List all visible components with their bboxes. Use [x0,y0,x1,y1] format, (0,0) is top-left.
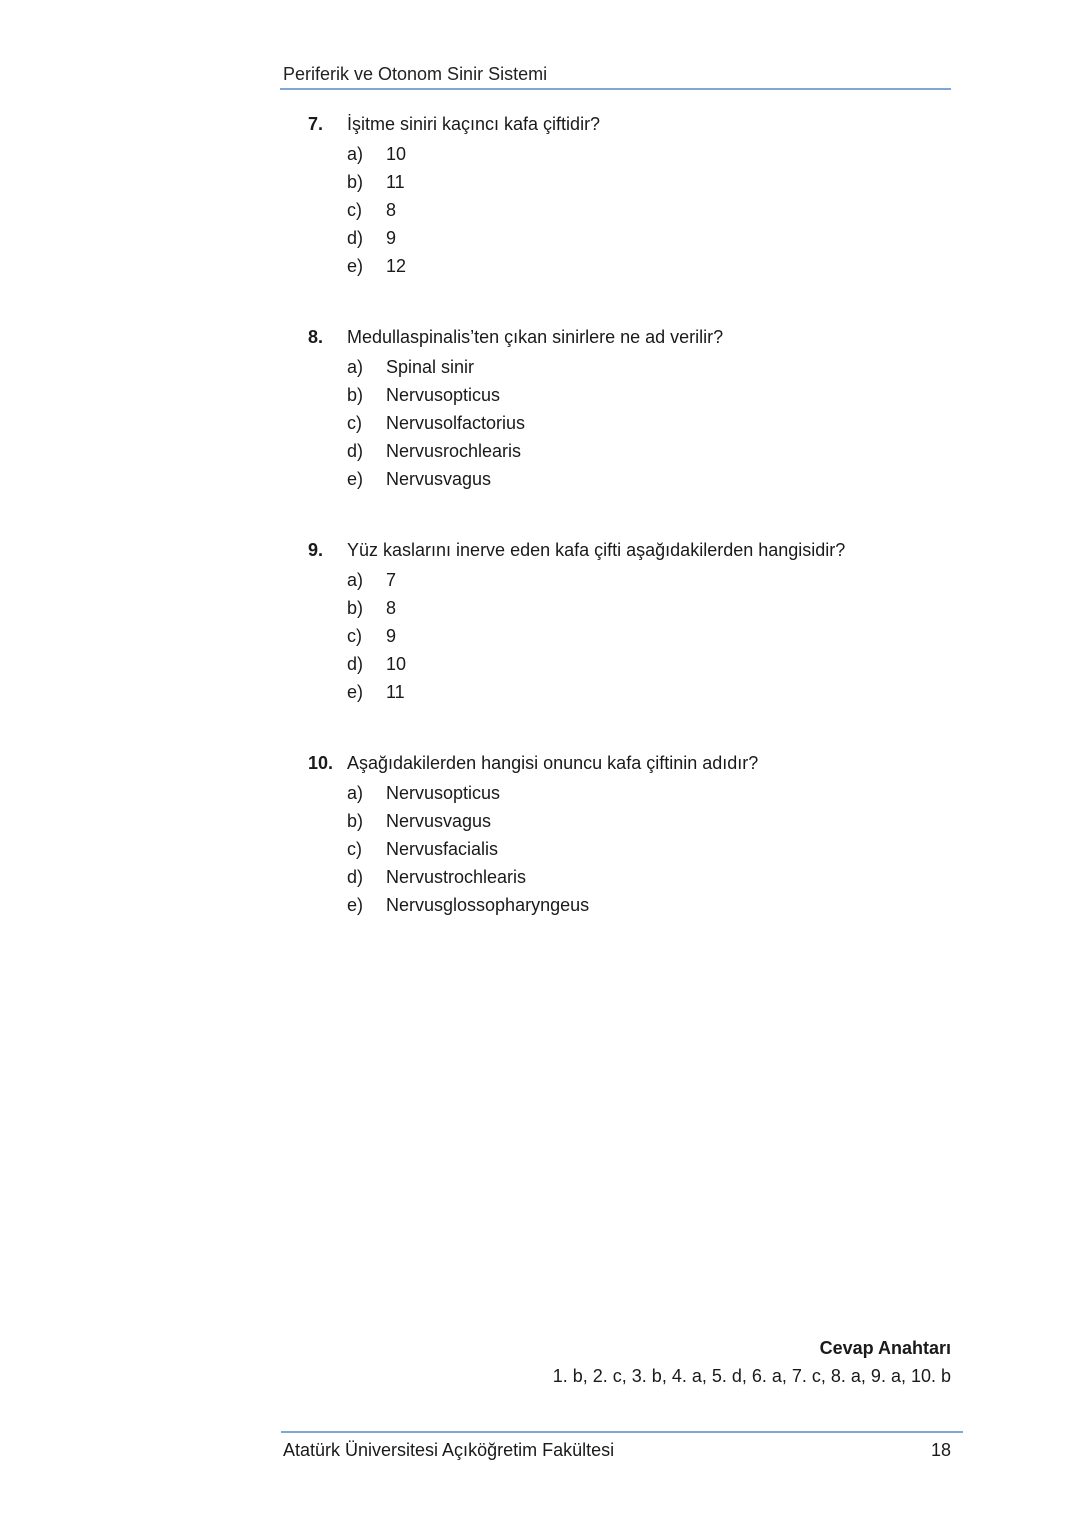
footer-institution: Atatürk Üniversitesi Açıköğretim Fakültesi [283,1440,615,1460]
option-a [347,779,948,807]
option-d [347,863,948,891]
footer-divider [281,1431,963,1433]
option-text: 10 [386,143,407,164]
question-text: İşitme siniri kaçıncı kafa çiftidir? [347,114,601,134]
option-e [347,678,948,706]
option-letter: e) [347,681,364,702]
option-letter: a) [347,356,364,377]
option-letter: e) [347,255,364,276]
option-letter: e) [347,468,364,489]
option-d [347,437,948,465]
option-c [347,196,948,224]
option-e [347,252,948,280]
option-letter: c) [347,412,362,433]
page-header-title: Periferik ve Otonom Sinir Sistemi [283,64,548,84]
option-b [347,594,948,622]
option-c [347,622,948,650]
option-text: 11 [386,171,405,192]
option-text: Nervustrochlearis [386,866,527,887]
option-text: 9 [386,227,397,248]
option-text: Spinal sinir [386,356,475,377]
question-number: 7. [308,114,324,134]
option-text: Nervusvagus [386,810,492,831]
question-9 [308,540,948,706]
option-a [347,566,948,594]
option-text: 9 [386,625,397,646]
option-letter: a) [347,143,364,164]
option-letter: c) [347,199,362,220]
answer-key-text: 1. b, 2. c, 3. b, 4. a, 5. d, 6. a, 7. c, 8. a, 9. a, 10. b [552,1366,951,1386]
option-text: Nervusrochlearis [386,440,522,461]
option-text: Nervusopticus [386,384,501,405]
option-text: Nervusglossopharyngeus [386,894,590,915]
option-letter: c) [347,838,362,859]
option-letter: a) [347,782,364,803]
question-10 [308,753,948,919]
option-text: 12 [386,255,407,276]
option-text: 7 [386,569,397,590]
option-letter: c) [347,625,362,646]
page-number: 18 [930,1440,951,1460]
option-letter: d) [347,440,364,461]
option-a [347,140,948,168]
option-letter: a) [347,569,364,590]
question-text: Medullaspinalis’ten çıkan sinirlere ne ad verilir? [347,327,724,347]
option-b [347,807,948,835]
question-7 [308,114,948,280]
option-c [347,835,948,863]
option-text: 8 [386,597,397,618]
option-letter: d) [347,227,364,248]
option-text: Nervusvagus [386,468,492,489]
option-c [347,409,948,437]
question-number: 10. [308,753,334,773]
answer-key-title: Cevap Anahtarı [819,1338,951,1358]
option-letter: b) [347,384,364,405]
option-text: 8 [386,199,397,220]
option-d [347,650,948,678]
question-number: 8. [308,327,324,347]
question-text: Aşağıdakilerden hangisi onuncu kafa çiftinin adıdır? [347,753,759,773]
option-e [347,465,948,493]
option-b [347,381,948,409]
option-e [347,891,948,919]
option-letter: d) [347,653,364,674]
option-text: 11 [386,681,405,702]
header-divider [280,88,951,90]
option-text: Nervusfacialis [386,838,499,859]
question-number: 9. [308,540,324,560]
option-letter: d) [347,866,364,887]
option-d [347,224,948,252]
question-text: Yüz kaslarını inerve eden kafa çifti aşağıdakilerden hangisidir? [347,540,846,560]
question-8 [308,327,948,493]
option-b [347,168,948,196]
option-text: Nervusopticus [386,782,501,803]
option-letter: b) [347,171,364,192]
option-letter: b) [347,597,364,618]
option-letter: e) [347,894,364,915]
option-letter: b) [347,810,364,831]
option-a [347,353,948,381]
option-text: 10 [386,653,407,674]
option-text: Nervusolfactorius [386,412,526,433]
